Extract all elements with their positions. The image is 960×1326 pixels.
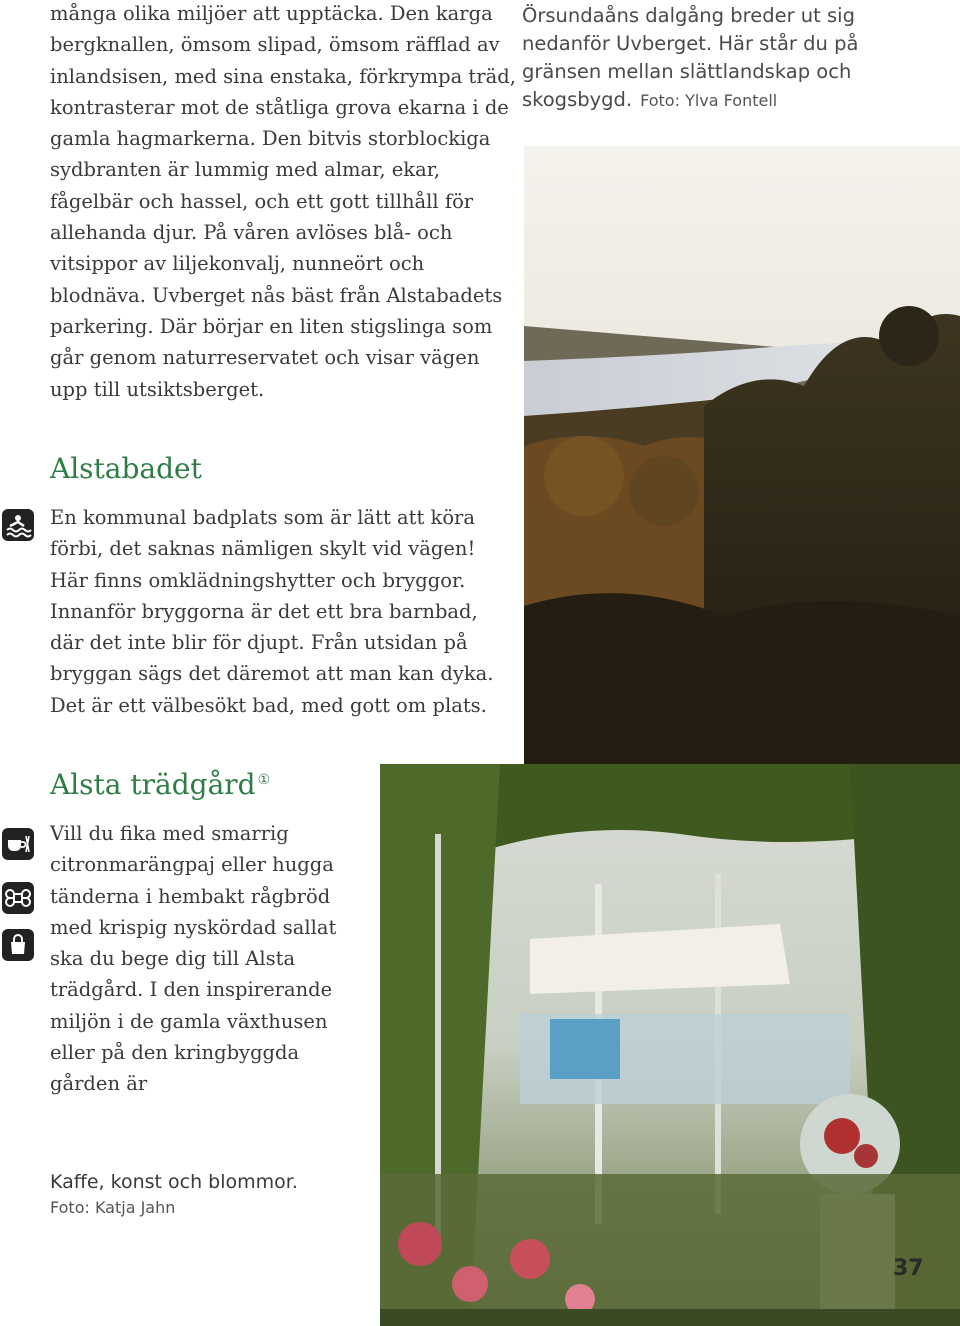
alsta-tradgard-paragraph: Vill du fika med smarrig citronmarängpaj eller hugga tänderna i hembakt rågbröd med krispig nyskördad sallat ska du bege dig till Alsta trädgård. I den inspirerande miljön i de gamla växthusen eller på den kringbyggda gården är (50, 822, 337, 1096)
map-marker-number: ① (257, 771, 271, 788)
alstabadet-paragraph: En kommunal badplats som är lätt att köra förbi, det saknas nämligen skylt vid vägen! Här finns omklädningshytter och bryggor. Innanför bryggorna är det ett bra barnbad, där det inte blir för djupt. Från utsidan på bryggan sägs det däremot att man kan dyka. Det är ett välbesökt bad, med gott om plats. (50, 506, 494, 717)
attraction-icon (2, 882, 34, 914)
photo-caption-alsta (50, 1168, 370, 1220)
photo-credit: Foto: Katja Jahn (50, 1198, 176, 1217)
photo-caption-uvberget (522, 2, 942, 115)
section-title-alstabadet: Alstabadet (50, 452, 202, 485)
intro-paragraph: många olika miljöer att upptäcka. Den karga bergknallen, ömsom slipad, ömsom räfflad av inlandsisen, med sina enstaka, förkrympa träd, kontrasterar mot de ståtliga grova ekarna i de gamla hagmarkerna. Den bitvis storblockiga sydbranten är lummig med almar, ekar, fågelbär och hassel, och ett gott tillhåll för allehanda djur. På våren avlöses blå- och vitsippor av liljekonvalj, nunneört och blodnäva. Uvberget nås bäst från Alstabadets parkering. Där börjar en liten stigslinga som går genom naturreservatet och visar vägen upp till utsiktsberget. (50, 2, 516, 401)
page-number: 37 (893, 1256, 924, 1281)
photo-credit: Foto: Ylva Fontell (640, 91, 778, 110)
swimming-icon (2, 509, 34, 541)
cafe-icon (2, 828, 34, 860)
photo-alsta-greenhouse (380, 764, 960, 1326)
title-text: Alsta trädgård (50, 768, 256, 801)
caption-text: Örsundaåns dalgång breder ut sig nedanför Uvberget. Här står du på gränsen mellan slättlandskap och skogsbygd. (522, 4, 859, 111)
caption-text: Kaffe, konst och blommor. (50, 1171, 298, 1193)
photo-uvberget-valley (524, 146, 960, 764)
section-title-alsta-tradgard (50, 768, 270, 801)
shop-icon (2, 929, 34, 961)
